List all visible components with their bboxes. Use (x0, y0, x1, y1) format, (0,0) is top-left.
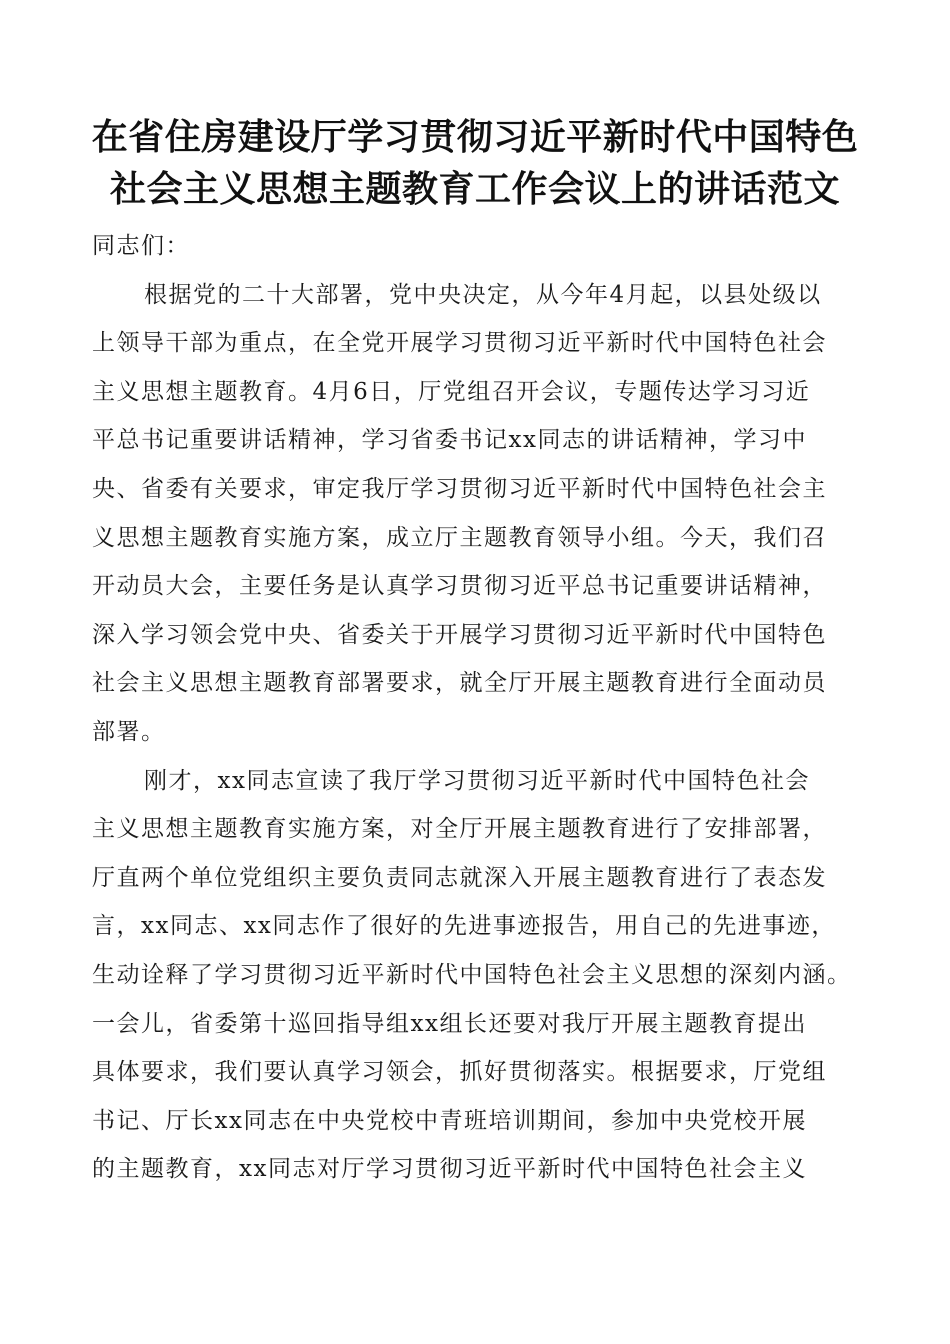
salutation: 同志们： (92, 233, 190, 259)
text-line: 厅直两个单位党组织主要负责同志就深入开展主题教育进行了表态发 (92, 864, 827, 891)
text-line: 主义思想主题教育实施方案，对全厅开展主题教育进行了安排部署， (92, 816, 827, 843)
paragraph-2 (92, 757, 872, 1194)
text-line: 的主题教育，xx同志对厅学习贯彻习近平新时代中国特色社会主义 (92, 1156, 807, 1183)
text-line: 上领导干部为重点，在全党开展学习贯彻习近平新时代中国特色社会 (92, 330, 827, 357)
text-line: 刚才，xx同志宣读了我厅学习贯彻习近平新时代中国特色社会 (144, 767, 810, 794)
text-line: 具体要求，我们要认真学习领会，抓好贯彻落实。根据要求，厅党组 (92, 1059, 827, 1086)
text-line: 书记、厅长xx同志在中央党校中青班培训期间，参加中央党校开展 (92, 1107, 807, 1134)
text-line: 央、省委有关要求，审定我厅学习贯彻习近平新时代中国特色社会主 (92, 475, 827, 502)
title-line-1: 在省住房建设厅学习贯彻习近平新时代中国特色 (91, 117, 859, 158)
text-line: 生动诠释了学习贯彻习近平新时代中国特色社会主义思想的深刻内涵。 (92, 961, 852, 988)
title-line-2: 社会主义思想主题教育工作会议上的讲话范文 (109, 169, 840, 210)
text-line: 言，xx同志、xx同志作了很好的先进事迹报告，用自己的先进事迹， (92, 913, 836, 940)
text-line: 开动员大会，主要任务是认真学习贯彻习近平总书记重要讲话精神， (92, 573, 827, 600)
text-line: 深入学习领会党中央、省委关于开展学习贯彻习近平新时代中国特色 (92, 621, 827, 648)
document-body (92, 222, 872, 1194)
text-line: 平总书记重要讲话精神，学习省委书记xx同志的讲话精神，学习中 (92, 427, 807, 454)
text-line: 根据党的二十大部署，党中央决定，从今年4月起，以县处级以 (144, 281, 822, 308)
text-line: 义思想主题教育实施方案，成立厅主题教育领导小组。今天，我们召 (92, 524, 827, 551)
text-line: 一会儿，省委第十巡回指导组xx组长还要对我厅开展主题教育提出 (92, 1010, 807, 1037)
text-line: 社会主义思想主题教育部署要求，就全厅开展主题教育进行全面动员 (92, 670, 827, 697)
document-title (90, 112, 860, 216)
text-line: 主义思想主题教育。4月6日，厅党组召开会议，专题传达学习习近 (92, 378, 811, 405)
text-line: 部署。 (92, 718, 166, 745)
paragraph-1 (92, 271, 872, 757)
